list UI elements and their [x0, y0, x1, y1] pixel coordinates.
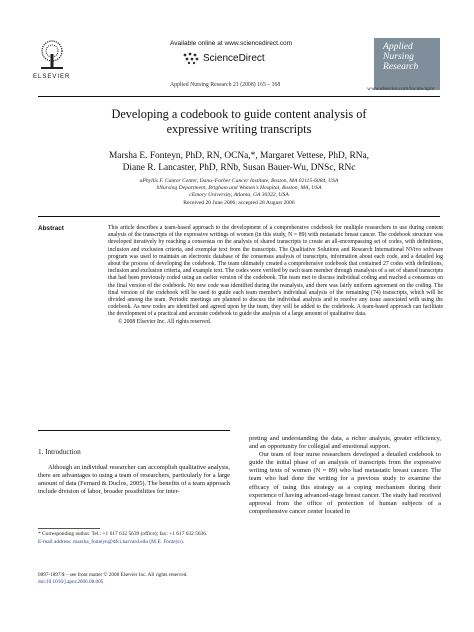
title-line: expressive writing transcripts: [166, 122, 312, 136]
cover-line: Research: [383, 60, 419, 72]
publisher-name: ELSEVIER: [33, 74, 71, 80]
abstract-copyright: © 2008 Elsevier Inc. All rights reserved.: [118, 318, 212, 325]
doi-link[interactable]: doi:10.1016/j.apnr.2006.08.005: [38, 578, 104, 585]
affiliation-c: cEmory University, Atlanta, GA 30322, USA: [189, 191, 289, 198]
body-column-right: [249, 435, 441, 516]
sciencedirect-logo-icon: [181, 51, 201, 65]
affiliation-a: aPhyllis F. Cantor Center, Dana–Farber Cancer Institute, Boston, MA 02115-6084, USA: [139, 178, 339, 184]
affiliations: [38, 178, 440, 198]
author-list: [38, 150, 440, 174]
title-line: Developing a codebook to guide content analysis of: [111, 107, 367, 121]
authors-line: Marsha E. Fonteyn, PhD, RN, OCNa,*, Margaret Vettese, PhD, RNa,: [108, 151, 370, 161]
corresponding-author: * Corresponding author. Tel.: +1 617 632 5639 (office); fax: +1 617 632 5636.: [38, 531, 208, 537]
journal-website[interactable]: www.elsevier.com/locate/apnr: [367, 86, 435, 92]
footnote: [38, 531, 230, 547]
journal-cover: [374, 38, 440, 90]
elsevier-tree-logo-icon: [38, 40, 66, 72]
footnote-divider: [38, 528, 100, 529]
abstract-body: [108, 225, 443, 326]
paragraph: Although an individual researcher can accomplish qualitative analysis, there are advantages to using a team of researchers, particularly for a large amount of data (Fernard & Duclos, 2005). The benefits of a team approach include division of labor, broader possibilities for inter-: [38, 464, 230, 496]
journal-reference: Applied Nursing Research 21 (2008) 165 – 168: [170, 82, 281, 88]
cover-line: Nursing: [383, 50, 414, 62]
abstract-heading: Abstract: [38, 225, 64, 232]
received-dates: Received 20 June 2006; accepted 28 August 2006: [183, 200, 295, 206]
cover-line: Applied: [383, 41, 413, 52]
issn-block: [38, 572, 188, 586]
email-address[interactable]: E-mail address: marsha_fonteyn@dfci.harvard.edu (M.E. Fonteyn).: [38, 538, 185, 545]
issn-line: 0897-1897/$ – see front matter © 2008 Elsevier Inc. All rights reserved.: [38, 572, 188, 578]
paragraph: Our team of four nurse researchers developed a detailed codebook to guide the initial phase of an analysis of transcripts from the expressive writing texts of women (N = 89) who had metastatic breast cancer. The team who had done the writing for a previous study to examine the efficacy of using this strategy as a coping mechanism during their experience of having advanced-stage breast cancer. The study had received approval from the office of protection of human subjects of a comprehensive cancer center located in: [249, 451, 441, 515]
abstract-top-divider: [38, 216, 440, 217]
section-heading: 1. Introduction: [38, 448, 81, 456]
article-title: [38, 107, 440, 137]
affiliation-b: bNursing Department, Brigham and Women's Hospital, Boston, MA, USA: [156, 184, 322, 191]
paragraph: preting and understanding the data, a richer analysis, greater efficiency, and an opportunity for collegial and emotional support.: [249, 435, 441, 451]
available-online[interactable]: Available online at www.sciencedirect.com: [170, 40, 292, 47]
sciencedirect-name[interactable]: ScienceDirect: [203, 53, 265, 64]
abstract-bottom-divider: [38, 430, 230, 431]
body-column-left: [38, 464, 230, 496]
authors-line: Diane R. Lancaster, PhD, RNb, Susan Bauer-Wu, DNSc, RNc: [122, 163, 356, 173]
header-divider: [38, 96, 440, 97]
abstract-text: This article describes a team-based approach to the development of a comprehensive codebook for multiple researchers to use during content analysis of the transcripts of the expressive writings of women (in this study, N = 89) with metastatic breast cancer. The codebook structure was developed iteratively by reaching a consensus on the analysis of shared transcripts to create an all-encompassing set of codes, with definitions, inclusion and exclusion criteria, and exemplar text from the transcripts. The Qualitative Solutions and Research International NVivo software program was used to maintain an electronic database of the consensus analysis of transcripts, information about each code, and a detailed log about the process of developing the codebook. The team ultimately created a comprehensive codebook that contained 27 codes with definitions, inclusion and exclusion criteria, and example text. The codes were verified by each team member through reanalysis of a set of shared transcripts that had been previously coded using an earlier version of the codebook. The team met to discuss individual coding and reached a consensus on the final version of the codebook. No new code was identified during the reanalysis, and there was fairly uniform agreement on the coding. The final version of the codebook will be used to guide each team member's individual analysis of the remaining (74) transcripts, which will be divided among the team. Periodic meetings are planned to discuss the individual analysis and to resolve any issue associated with using the codebook. As new codes are identified and agreed upon by the team, they will be added to the codebook. A team-based approach can facilitate the development of a practical and accurate codebook to guide the analysis of a large amount of qualitative data.: [108, 225, 443, 318]
